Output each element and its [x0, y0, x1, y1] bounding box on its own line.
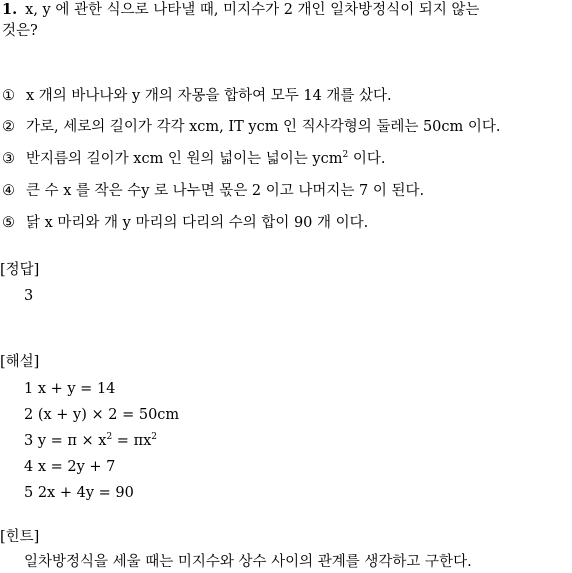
- superscript: 2: [342, 150, 349, 160]
- option-number: ③: [2, 151, 15, 167]
- option-text: 가로, 세로의 길이가 각각 xcm, IT ycm 인 직사각형의 둘레는 50cm 이다.: [26, 119, 501, 135]
- explanation-item-1: 1 x + y = 14: [24, 381, 116, 397]
- option-text: 큰 수 x 를 작은 수y 로 나누면 몫은 2 이고 나머지는 7 이 된다.: [26, 183, 425, 199]
- answer-value: 3: [24, 288, 34, 304]
- answer-label: [정답]: [0, 262, 40, 278]
- explanation-text-tail: = πx: [112, 433, 152, 449]
- option-number: ②: [2, 119, 15, 135]
- superscript: 2: [106, 432, 113, 442]
- explanation-item-5: 5 2x + 4y = 90: [24, 485, 134, 501]
- option-3[interactable]: [2, 149, 385, 169]
- explanation-text: 3 y = π × x: [24, 433, 107, 449]
- hint-label: [힌트]: [0, 529, 40, 545]
- explanation-label: [해설]: [0, 354, 40, 370]
- option-text: 반지름의 길이가 xcm 인 원의 넓이는 넓이는 ycm: [26, 151, 343, 167]
- superscript: 2: [151, 432, 158, 442]
- option-number: ④: [2, 183, 15, 199]
- option-1[interactable]: [2, 86, 392, 106]
- option-text: 닭 x 마리와 개 y 마리의 다리의 수의 합이 90 개 이다.: [26, 215, 369, 231]
- explanation-item-4: 4 x = 2y + 7: [24, 459, 116, 475]
- question-line-2: 것은?: [2, 23, 38, 39]
- explanation-item-2: 2 (x + y) × 2 = 50cm: [24, 407, 180, 423]
- explanation-item-3: [24, 431, 157, 451]
- question-line-1: [2, 0, 479, 20]
- option-text: x 개의 바나나와 y 개의 자몽을 합하여 모두 14 개를 샀다.: [26, 88, 392, 104]
- hint-text: 일차방정식을 세울 때는 미지수와 상수 사이의 관계를 생각하고 구한다.: [24, 554, 472, 570]
- option-number: ⑤: [2, 215, 15, 231]
- option-text-tail: 이다.: [348, 151, 386, 167]
- option-5[interactable]: [2, 213, 368, 233]
- question-text: x, y 에 관한 식으로 나타낼 때, 미지수가 2 개인 일차방정식이 되지 않는: [25, 2, 480, 18]
- option-4[interactable]: [2, 181, 424, 201]
- question-number: 1.: [2, 1, 18, 18]
- option-number: ①: [2, 88, 15, 104]
- option-2[interactable]: [2, 117, 501, 137]
